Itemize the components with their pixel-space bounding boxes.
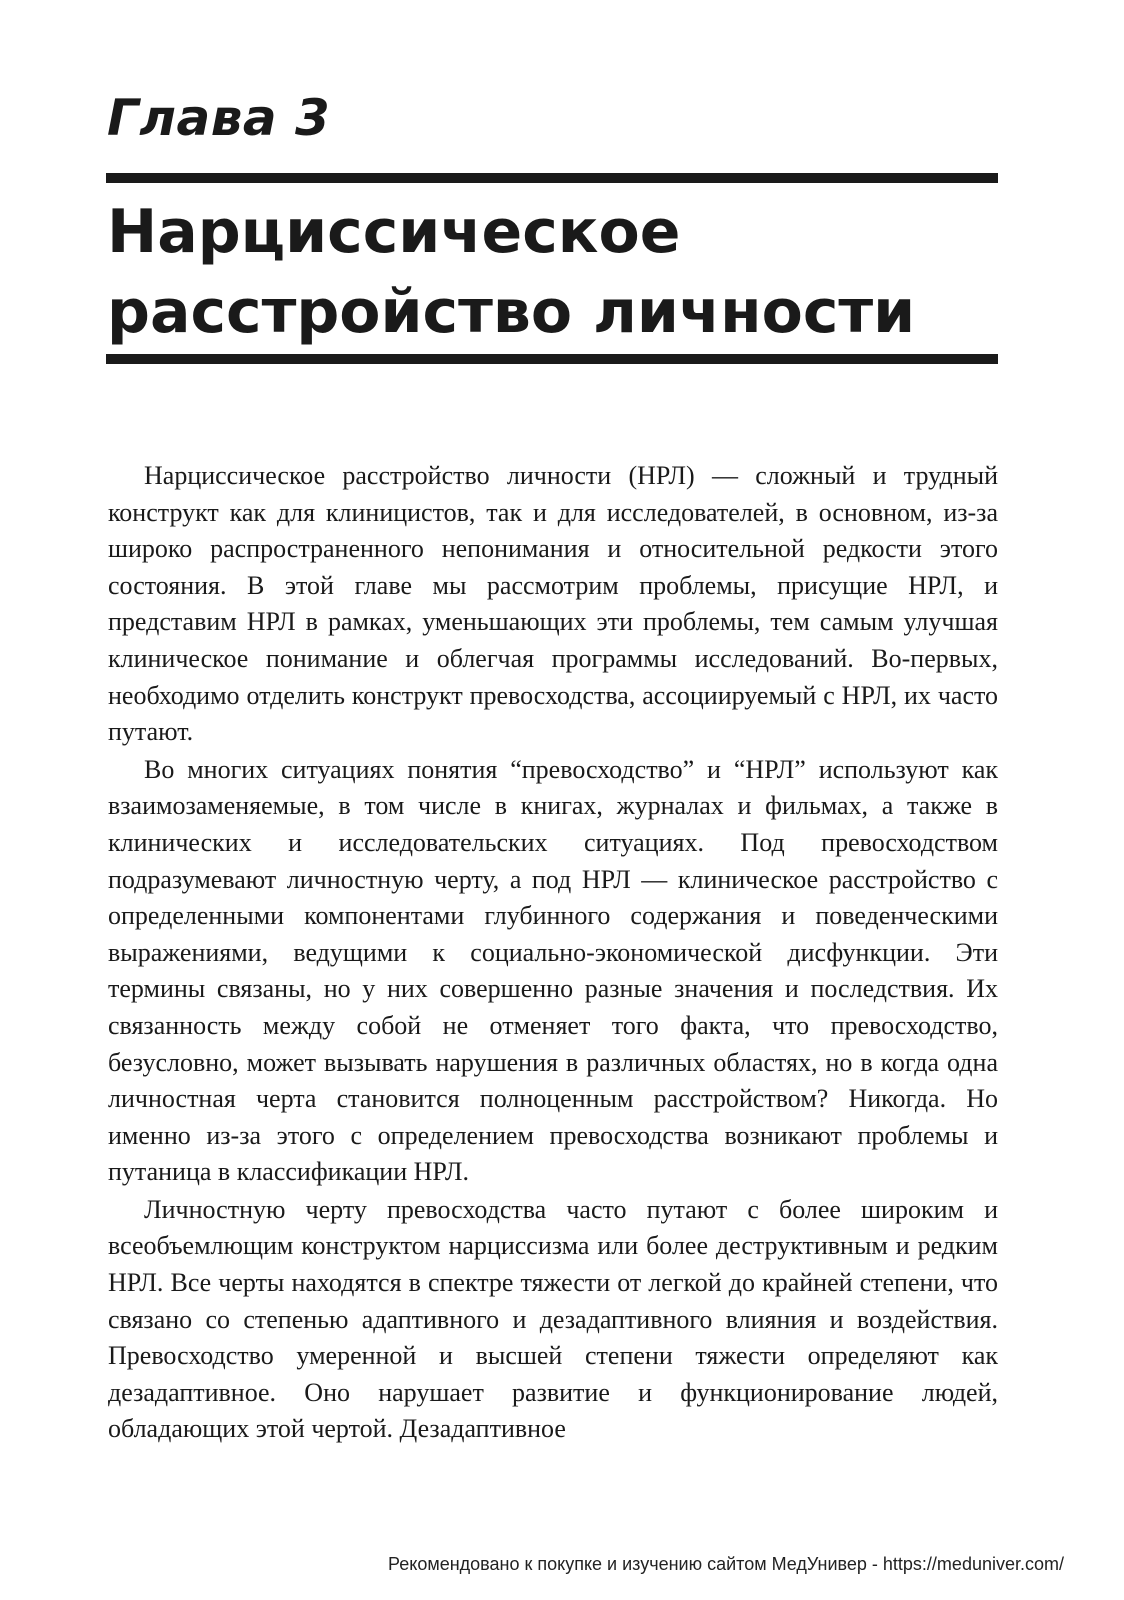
paragraph: Во многих ситуациях понятия “превосходство” и “НРЛ” используют как взаимозаменяемые, в том числе в книгах, журналах и фильмах, а также в клинических и исследовательских ситуациях. Под превосходством подразумевают личностную черту, а под НРЛ — клиническое расстройство с определенными компонентами глубинного содержания и поведенческими выражениями, ведущими к социально-экономической дисфункции. Эти термины связаны, но у них совершенно разные значения и последствия. Их связанность между собой не отменяет того факта, что превосходство, безусловно, может вызывать нарушения в различных областях, но в когда одна личностная черта становится полноценным расстройством? Никогда. Но именно из-за этого с определением превосходства возникают проблемы и путаница в классификации НРЛ. <box>108 754 998 1187</box>
title-rule-bottom <box>106 354 998 364</box>
chapter-label: Глава 3 <box>107 89 331 147</box>
footer-watermark: Рекомендовано к покупке и изучению сайтом МедУнивер - https://meduniver.com/ <box>388 1554 1064 1574</box>
chapter-title <box>107 192 997 352</box>
paragraph: Нарциссическое расстройство личности (НРЛ) — сложный и трудный конструкт как для клиницистов, так и для исследователей, в основном, из-за широко распространенного непонимания и относительной редкости этого состояния. В этой главе мы рассмотрим проблемы, присущие НРЛ, и представим НРЛ в рамках, уменьшающих эти проблемы, тем самым улучшая клиническое понимание и облегчая программы исследований. Во-первых, необходимо отделить конструкт превосходства, ассоциируемый с НРЛ, их часто путают. <box>108 461 998 747</box>
chapter-title-line-2: расстройство личности <box>107 277 916 347</box>
chapter-title-line-1: Нарциссическое <box>107 197 681 267</box>
title-rule-top <box>106 173 998 183</box>
body-text <box>108 458 998 1449</box>
paragraph: Личностную черту превосходства часто путают с более широким и всеобъемлющим конструктом нарциссизма или более деструктивным и редким НРЛ. Все черты находятся в спектре тяжести от легкой до крайней степени, что связано со степенью адаптивного и дезадаптивного влияния и воздействия. Превосходство умеренной и высшей степени тяжести определяют как дезадаптивное. Оно нарушает развитие и функционирование людей, обладающих этой чертой. Дезадаптивное <box>108 1194 998 1444</box>
